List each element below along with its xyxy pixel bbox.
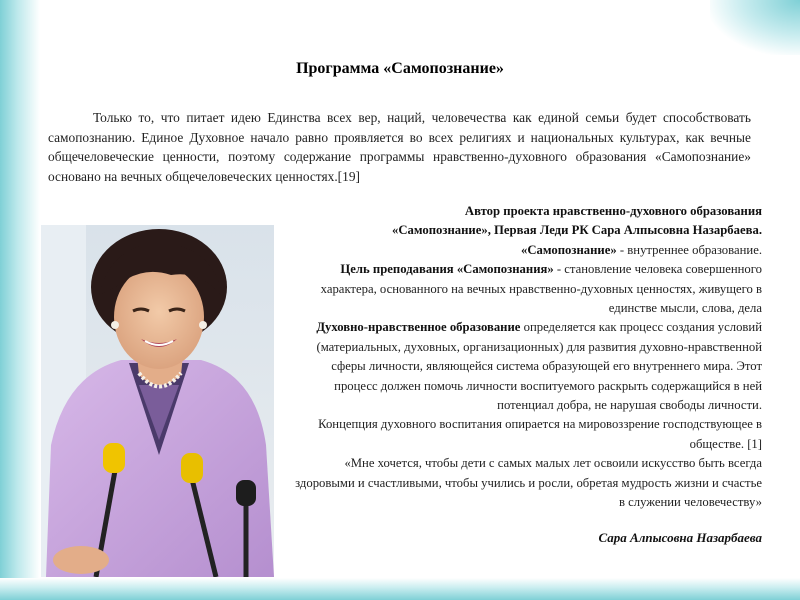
decorative-frame-bottom: [0, 578, 800, 600]
inner-education: «Самопознание» - внутреннее образование.: [521, 242, 762, 257]
quote-paragraph: «Мне хочется, чтобы дети с самых малых лет освоили искусство быть всегда здоровыми и счастливыми, чтобы учились и росли, обретая мудрость жизни и счастье в служении человечеству»: [295, 456, 762, 510]
decorative-frame-left: [0, 0, 40, 600]
author-line-1: Автор проекта нравственно-духовного образования: [464, 204, 762, 218]
intro-paragraph: Только то, что питает идею Единства всех вер, наций, человечества как единой семьи будет способствовать самопознанию. Единое Духовное начало равно проявляется во всех религиях и национальных культурах, как вечные общечеловеческие ценности, поэтому содержание программы нравственно-духовного образования «Самопознание» основано на вечных общечеловеческих ценностях.[19]: [48, 110, 751, 184]
portrait-photo: [41, 225, 274, 577]
decorative-frame-corner: [710, 0, 800, 55]
project-description: [290, 202, 762, 513]
page-title: Программа «Самопознание»: [296, 60, 504, 77]
signature: Сара Алпысовна Назарбаева: [598, 530, 762, 545]
concept-paragraph: Концепция духовного воспитания опирается на мировоззрение господствующее в обществе. [1]: [318, 417, 762, 451]
teaching-goal: Цель преподавания «Самопознания» - становление человека совершенного характера, основанного на вечных нравственно-духовных ценностях, живущего в единстве мысли, слова, дела: [320, 262, 762, 316]
author-line-2: «Самопознание», Первая Леди РК Сара Алпысовна Назарбаева.: [392, 223, 762, 238]
spiritual-education: Духовно-нравственное образование определяется как процесс создания условий (материальных, духовных, организационных) для развития духовно-нравственной сферы личности, являющейся система образующей его внутреннего мира. Этот процесс должен помочь личности воспитуемого раскрыть содержащийся в ней потенциал добра, не нарушая свободы личности.: [316, 320, 762, 413]
